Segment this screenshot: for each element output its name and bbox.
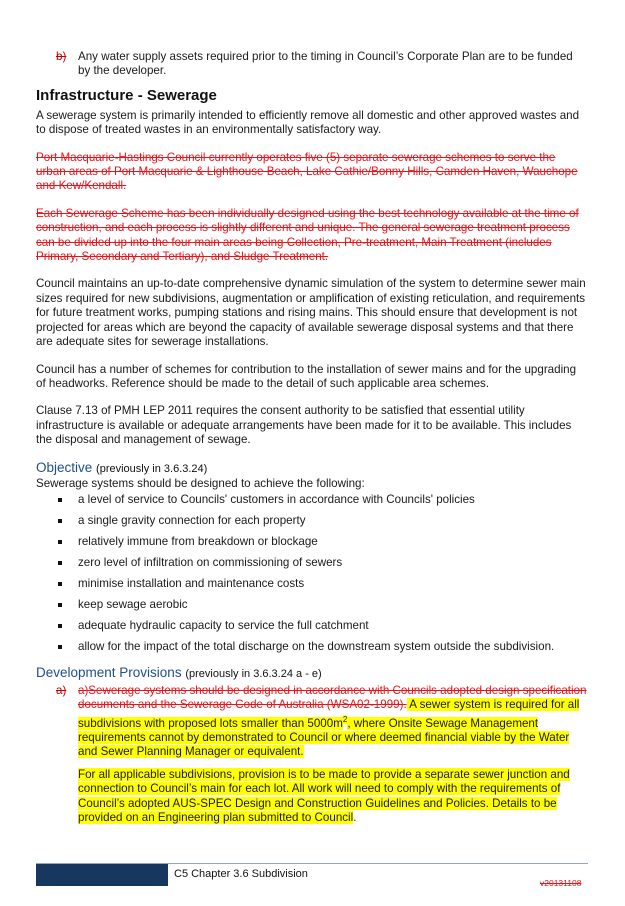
list-item <box>36 577 588 598</box>
footer-chapter: C5 Chapter 3.6 Subdivision <box>174 868 308 880</box>
bullet-icon <box>58 561 62 565</box>
bullet-icon <box>58 519 62 523</box>
bullet-icon <box>58 582 62 586</box>
list-marker: b) <box>56 50 67 63</box>
simulation-paragraph: Council maintains an up-to-date comprehensive dynamic simulation of the system to determine sewer main sizes required for new subdivisions, augmentation or amplification of existing reticulation, and requirements for future treatment works, pumping stations and rising mains. This should ensure that development is not projected for areas which are beyond the capacity of available sewerage disposal systems and that there are adequate sites for sewerage installations. <box>36 277 586 349</box>
document-page <box>36 50 588 825</box>
struck-paragraph-design: Each Sewerage Scheme has been individually designed using the best technology available at the time of construction, and each process is slightly different and unique. The general sewerage treatment process can be divided up into the four main areas being Collection, Pre-treatment, Main Treatment (includes Primary, Secondary and Tertiary), and Sludge Treatment. <box>36 206 579 264</box>
bullet-icon <box>58 540 62 544</box>
bullet-text: relatively immune from breakdown or blockage <box>78 534 318 548</box>
bullet-text: adequate hydraulic capacity to service the full catchment <box>78 618 369 632</box>
bullet-text: zero level of infiltration on commissioning of sewers <box>78 555 343 569</box>
objective-bullet-list <box>36 493 588 661</box>
list-item <box>36 619 588 640</box>
bullet-icon <box>58 603 62 607</box>
list-item <box>36 640 588 661</box>
provisions-title: Development Provisions <box>36 664 182 680</box>
objective-title: Objective <box>36 459 93 475</box>
superscript-text: 2 <box>342 714 348 724</box>
intro-paragraph: A sewerage system is primarily intended to efficiently remove all domestic and other approved wastes and to dispose of treated wastes in an environmentally satisfactory way. <box>36 108 580 137</box>
bullet-text: minimise installation and maintenance costs <box>78 576 305 590</box>
list-item <box>36 535 588 556</box>
list-marker: a) <box>56 683 67 697</box>
highlighted-text: , where Onsite Sewage Management requirements cannot by demonstrated to Council or where deemed financial viable by the Water and Sewer Planning Manager or equivalent. <box>78 716 570 759</box>
contribution-paragraph: Council has a number of schemes for contribution to the installation of sewer mains and for the upgrading of headworks. Reference should be made to the detail of such applicable area schemes. <box>36 362 577 390</box>
struck-provision-text: a)Sewerage systems should be designed in accordance with Councils adopted design specification documents and the Sewerage Code of Australia (WSA02-1999). <box>78 683 587 712</box>
highlighted-text: For all applicable subdivisions, provision is to be made to provide a separate sewer junction and connection to Council’s main for each lot. All work will need to comply with the requirements of Council’s adopted AUS-SPEC Design and Construction Guidelines and Policies. Details to be provided on an Engineering plan submitted to Council <box>78 767 570 825</box>
bullet-icon <box>58 498 62 502</box>
bullet-text: a single gravity connection for each property <box>78 513 306 527</box>
bullet-text: a level of service to Councils' customers in accordance with Councils' policies <box>78 492 475 506</box>
paragraph-end: . <box>353 811 357 825</box>
list-item <box>36 598 588 619</box>
section-heading: Infrastructure - Sewerage <box>36 86 217 104</box>
provision-item-a <box>36 684 588 826</box>
provisions-heading <box>36 665 588 682</box>
struck-paragraph-schemes: Port Macquarie-Hastings Council currently operates five (5) separate sewerage schemes to serve the urban areas of Port Macquarie & Lighthouse Beach, Lake Cathie/Bonny Hills, Camden Haven, Wauchope and Kew/Kendall. <box>36 150 578 193</box>
lep-clause-paragraph: Clause 7.13 of PMH LEP 2011 requires the consent authority to be satisfied that essential utility infrastructure is available or adequate arrangements have been made for it to be available. This includes the disposal and management of sewage. <box>36 404 572 447</box>
bullet-icon <box>58 645 62 649</box>
list-item <box>36 556 588 577</box>
footer-version: v20131108 <box>540 878 582 888</box>
list-item-text: Any water supply assets required prior to the timing in Council’s Corporate Plan are to be funded by the developer. <box>78 50 573 78</box>
objective-heading <box>36 460 588 477</box>
objective-lead: Sewerage systems should be designed to achieve the following: <box>36 476 365 490</box>
highlighted-text: A sewer system is required for all subdivisions with proposed lots smaller than 5000m <box>78 698 580 730</box>
list-item <box>36 493 588 514</box>
list-item <box>36 514 588 535</box>
bullet-text: keep sewage aerobic <box>78 597 188 611</box>
bullet-text: allow for the impact of the total discharge on the downstream system outside the subdivision. <box>78 639 555 653</box>
objective-ref: (previously in 3.6.3.24) <box>96 462 208 475</box>
provision-paragraph-1 <box>78 684 588 760</box>
footer-color-block <box>36 864 168 886</box>
provision-paragraph-2 <box>78 768 588 826</box>
bullet-icon <box>58 624 62 628</box>
provisions-ref: (previously in 3.6.3.24 a - e) <box>185 667 322 680</box>
list-item-b <box>36 50 588 79</box>
